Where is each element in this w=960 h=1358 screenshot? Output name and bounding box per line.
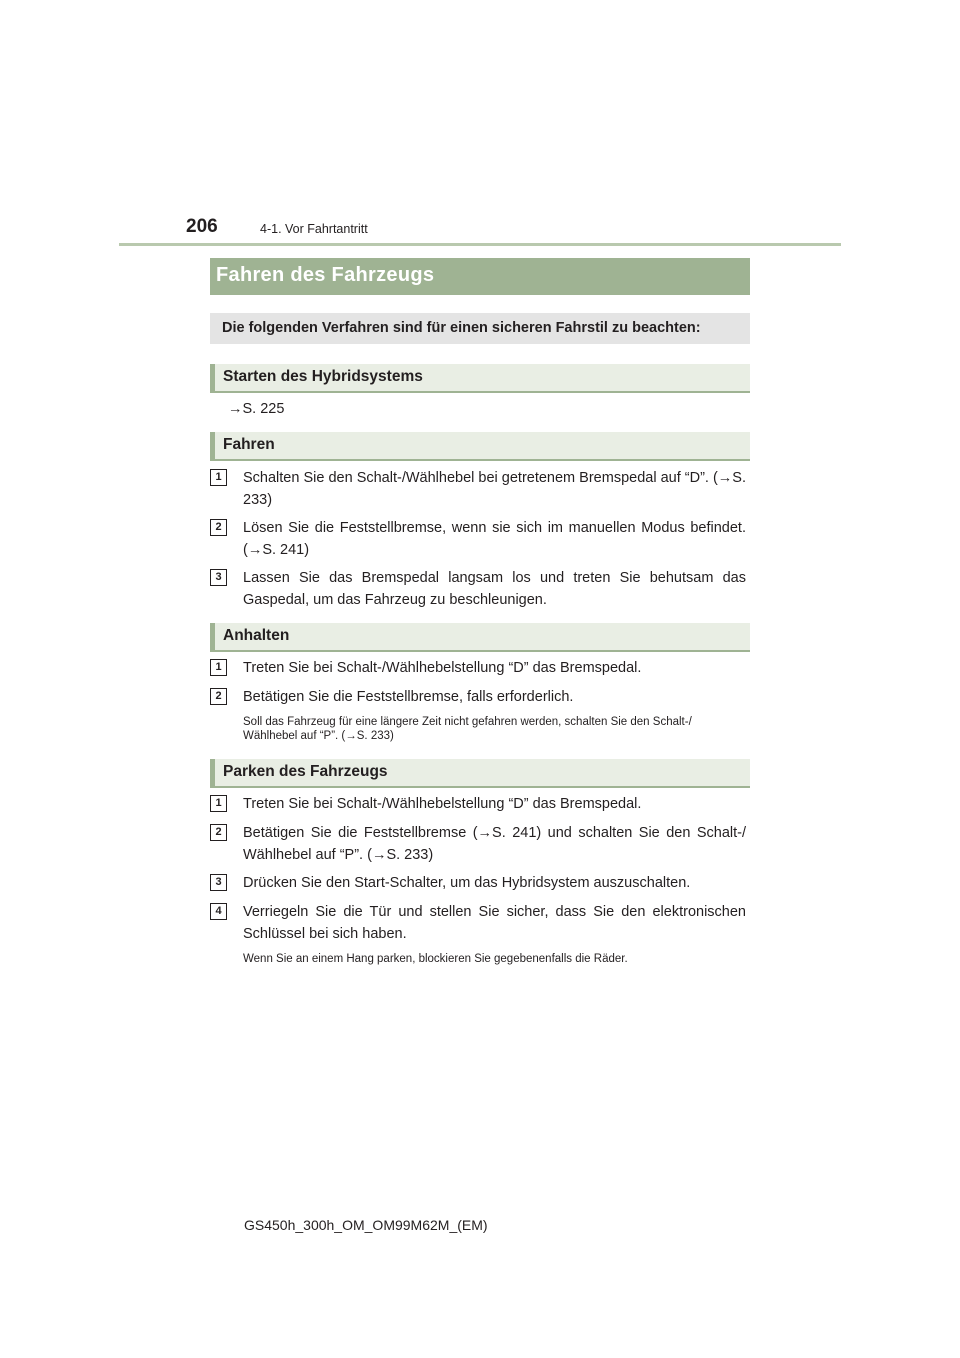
step-text: Lassen Sie das Bremspedal langsam los und treten Sie behutsam das Gaspedal, um das Fahrzeug zu beschleunigen. — [243, 570, 746, 608]
step-text: Betätigen Sie die Feststellbremse, falls erforderlich. — [243, 689, 574, 705]
page-reference: →S. 225 — [228, 401, 285, 417]
step-text: Lösen Sie die Feststellbremse, wenn sie sich im manuellen Modus befindet. (→S. 241) — [243, 520, 746, 558]
step-number: 1 — [210, 469, 227, 486]
step-number: 2 — [210, 824, 227, 841]
step-number: 2 — [210, 519, 227, 536]
section-title: Starten des Hybridsystems — [223, 368, 423, 385]
step-text: Betätigen Sie die Feststellbremse (→S. 241) und schalten Sie den Schalt-/ Wählhebel auf “P”. (→S. 233) — [243, 825, 746, 863]
note-text: Soll das Fahrzeug für eine längere Zeit nicht gefahren werden, schalten Sie den Schalt-/ Wählhebel auf “P”. (→S. 233) — [243, 716, 692, 742]
header-rule — [119, 243, 841, 246]
heading-accent — [210, 364, 215, 391]
section-heading-drive — [210, 432, 750, 461]
page-title: Fahren des Fahrzeugs — [216, 264, 435, 286]
section-label: 4-1. Vor Fahrtantritt — [260, 222, 368, 236]
section-title: Parken des Fahrzeugs — [223, 763, 388, 780]
step-text: Drücken Sie den Start-Schalter, um das Hybridsystem auszuschalten. — [243, 875, 691, 891]
heading-accent — [210, 759, 215, 786]
section-heading-stop — [210, 623, 750, 652]
heading-accent — [210, 623, 215, 650]
document-code: GS450h_300h_OM_OM99M62M_(EM) — [244, 1217, 488, 1233]
step-text: Treten Sie bei Schalt-/Wählhebelstellung “D” das Bremspedal. — [243, 796, 642, 812]
section-heading-start — [210, 364, 750, 393]
step-number: 2 — [210, 688, 227, 705]
intro-text: Die folgenden Verfahren sind für einen sicheren Fahrstil zu beachten: — [222, 320, 701, 336]
heading-accent — [210, 432, 215, 459]
step-number: 3 — [210, 569, 227, 586]
section-heading-park — [210, 759, 750, 788]
section-title: Anhalten — [223, 627, 290, 644]
page-number: 206 — [186, 216, 218, 237]
section-title: Fahren — [223, 436, 275, 453]
step-text: Treten Sie bei Schalt-/Wählhebelstellung “D” das Bremspedal. — [243, 660, 642, 676]
step-number: 1 — [210, 795, 227, 812]
step-number: 1 — [210, 659, 227, 676]
step-number: 4 — [210, 903, 227, 920]
step-text: Schalten Sie den Schalt-/Wählhebel bei getretenem Bremspedal auf “D”. (→S. 233) — [243, 470, 746, 508]
step-number: 3 — [210, 874, 227, 891]
step-text: Verriegeln Sie die Tür und stellen Sie sicher, dass Sie den elektronischen Schlüssel bei sich haben. — [243, 904, 746, 942]
note-text: Wenn Sie an einem Hang parken, blockieren Sie gegebenenfalls die Räder. — [243, 953, 628, 965]
